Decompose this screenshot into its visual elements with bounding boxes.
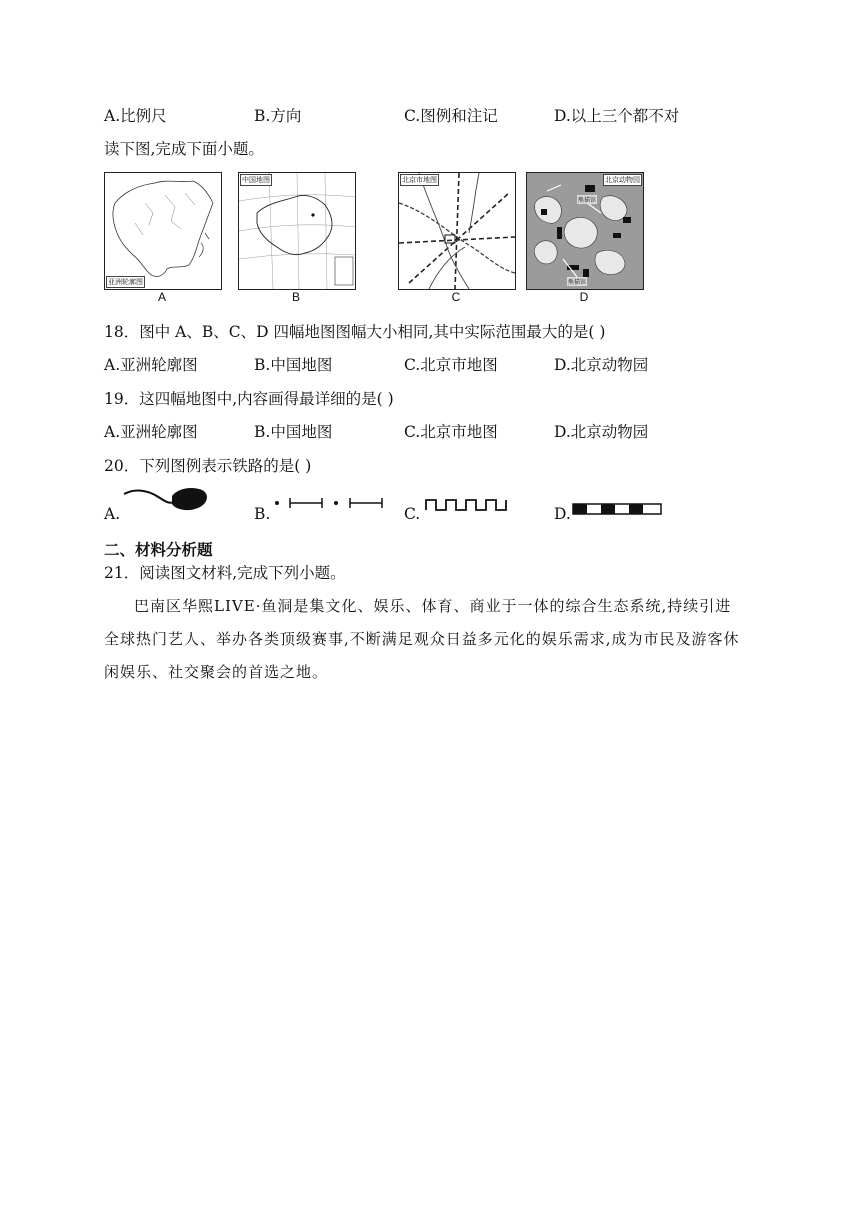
map-china xyxy=(238,172,356,290)
q20-option-c: C. xyxy=(404,505,421,523)
q18-option-c: C.北京市地图 xyxy=(404,356,498,374)
map-d-letter: D xyxy=(579,290,589,304)
map-d-label-upper: 熊猫馆 xyxy=(578,197,597,204)
wall-legend-icon xyxy=(424,496,510,514)
map-asia-outline xyxy=(104,172,222,290)
section-heading: 二、材料分析题 xyxy=(104,541,213,559)
intro-text: 读下图,完成下面小题。 xyxy=(104,140,264,158)
q17-option-d: D.以上三个都不对 xyxy=(554,107,680,125)
q18-stem: 18．图中 A、B、C、D 四幅地图图幅大小相同,其中实际范围最大的是( ) xyxy=(104,323,606,341)
map-beijing-zoo xyxy=(526,172,644,290)
q21-stem: 21．阅读图文材料,完成下列小题。 xyxy=(104,564,346,582)
q19-option-b: B.中国地图 xyxy=(254,423,333,441)
q17-option-b: B.方向 xyxy=(254,107,302,125)
q20-option-d: D. xyxy=(554,505,571,523)
q21-material-paragraph: 巴南区华熙LIVE·鱼洞是集文化、娱乐、体育、商业于一体的综合生态系统,持续引进全球热门艺人、举办各类顶级赛事,不断满足观众日益多元化的娱乐需求,成为市民及游客休闲娱乐、社交聚会的首选之地。 xyxy=(104,597,740,681)
q18-option-d: D.北京动物园 xyxy=(554,356,649,374)
q17-option-a: A.比例尺 xyxy=(104,107,167,125)
map-c-letter: C xyxy=(451,290,461,304)
map-a-letter: A xyxy=(157,290,166,304)
map-b-letter: B xyxy=(291,290,300,304)
railway-legend-icon xyxy=(572,503,662,515)
q20-stem: 20．下列图例表示铁路的是( ) xyxy=(104,457,312,475)
lake-river-legend-icon xyxy=(122,486,212,512)
map-c-caption: 北京市地图 xyxy=(402,176,437,184)
map-d-caption: 北京动物园 xyxy=(605,176,640,184)
map-beijing-city xyxy=(398,172,516,290)
map-d-label-lower: 熊猫馆 xyxy=(568,279,587,286)
q19-option-c: C.北京市地图 xyxy=(404,423,498,441)
q19-stem: 19．这四幅地图中,内容画得最详细的是( ) xyxy=(104,390,394,408)
map-b-caption: 中国地图 xyxy=(242,176,270,184)
q20-option-a: A. xyxy=(104,505,121,523)
q17-option-c: C.图例和注记 xyxy=(404,107,498,125)
map-a-caption: 亚洲轮廓图 xyxy=(108,278,143,286)
q18-option-a: A.亚洲轮廓图 xyxy=(104,356,198,374)
q18-option-b: B.中国地图 xyxy=(254,356,333,374)
q19-option-d: D.北京动物园 xyxy=(554,423,649,441)
q19-option-a: A.亚洲轮廓图 xyxy=(104,423,198,441)
q20-option-b: B. xyxy=(254,505,271,523)
boundary-legend-icon xyxy=(272,496,384,510)
